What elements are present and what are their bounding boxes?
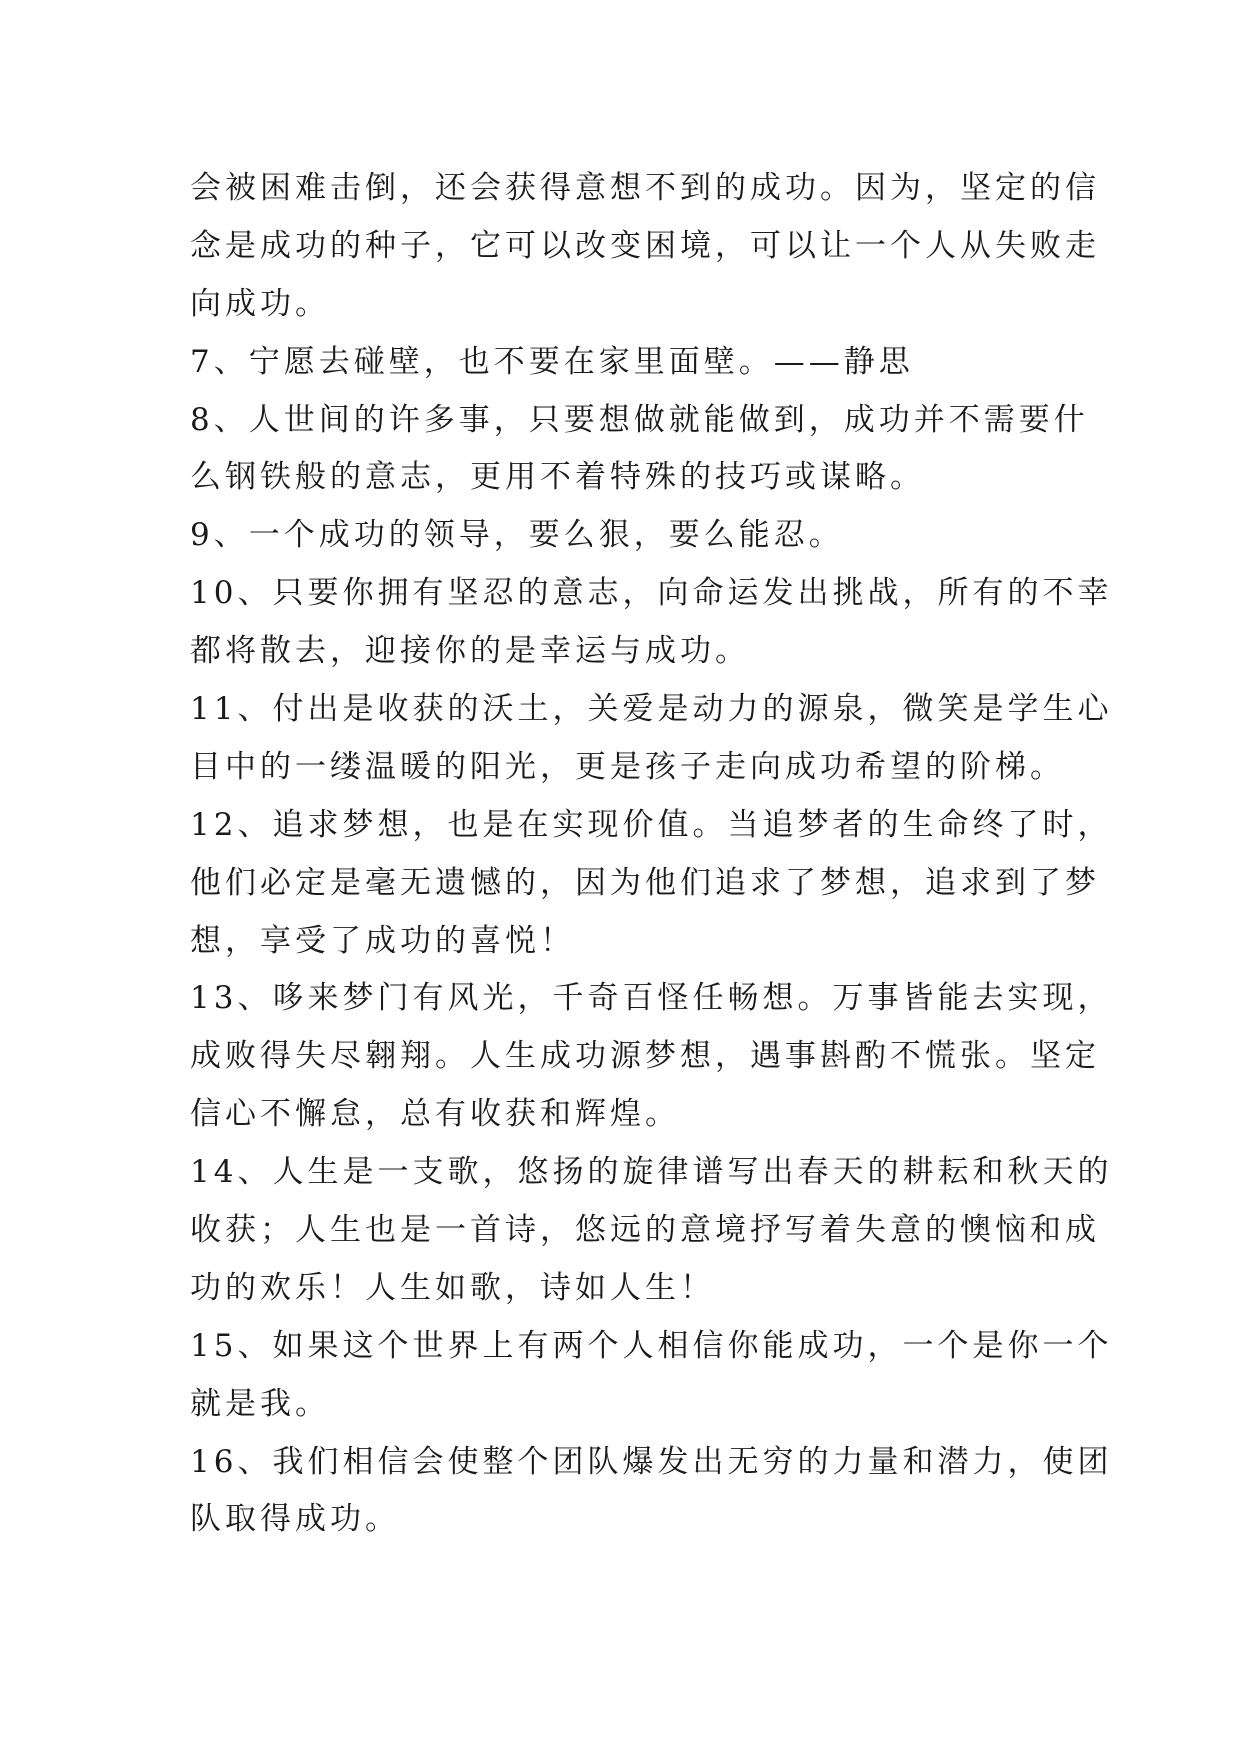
text-line: 他们必定是毫无遗憾的，因为他们追求了梦想，追求到了梦 [190, 864, 1100, 901]
quote-7: 7、宁愿去碰壁，也不要在家里面壁。——静思 [190, 343, 914, 380]
text-line: 信心不懈怠，总有收获和辉煌。 [190, 1096, 680, 1133]
text-line: 就是我。 [190, 1385, 330, 1422]
text-line: 成败得失尽翱翔。人生成功源梦想，遇事斟酌不慌张。坚定 [190, 1038, 1100, 1075]
quote-11: 11、付出是收获的沃土，关爱是动力的源泉，微笑是学生心 [190, 691, 1113, 728]
quote-8: 8、人世间的许多事，只要想做就能做到，成功并不需要什 [190, 401, 1089, 438]
quote-14: 14、人生是一支歌，悠扬的旋律谱写出春天的耕耘和秋天的 [190, 1154, 1113, 1191]
text-line: 么钢铁般的意志，更用不着特殊的技巧或谋略。 [190, 459, 925, 496]
text-line: 都将散去，迎接你的是幸运与成功。 [190, 633, 750, 670]
quote-15: 15、如果这个世界上有两个人相信你能成功，一个是你一个 [190, 1327, 1113, 1364]
quote-12: 12、追求梦想，也是在实现价值。当追梦者的生命终了时， [190, 806, 1113, 843]
text-line: 队取得成功。 [190, 1501, 400, 1538]
text-line: 目中的一缕温暖的阳光，更是孩子走向成功希望的阶梯。 [190, 748, 1065, 785]
text-line: 会被困难击倒，还会获得意想不到的成功。因为，坚定的信 [190, 170, 1100, 206]
quote-13: 13、哆来梦门有风光，千奇百怪任畅想。万事皆能去实现， [190, 980, 1113, 1017]
text-line: 功的欢乐！人生如歌，诗如人生！ [190, 1269, 715, 1306]
quote-16: 16、我们相信会使整个团队爆发出无穷的力量和潜力，使团 [190, 1443, 1113, 1480]
text-line: 收获；人生也是一首诗，悠远的意境抒写着失意的懊恼和成 [190, 1212, 1100, 1249]
text-line: 向成功。 [190, 285, 330, 322]
text-line: 念是成功的种子，它可以改变困境，可以让一个人从失败走 [190, 227, 1100, 264]
document-body [190, 160, 1113, 1549]
text-line: 想，享受了成功的喜悦！ [190, 922, 575, 959]
quote-9: 9、一个成功的领导，要么狠，要么能忍。 [190, 517, 844, 554]
quote-10: 10、只要你拥有坚忍的意志，向命运发出挑战，所有的不幸 [190, 575, 1113, 612]
